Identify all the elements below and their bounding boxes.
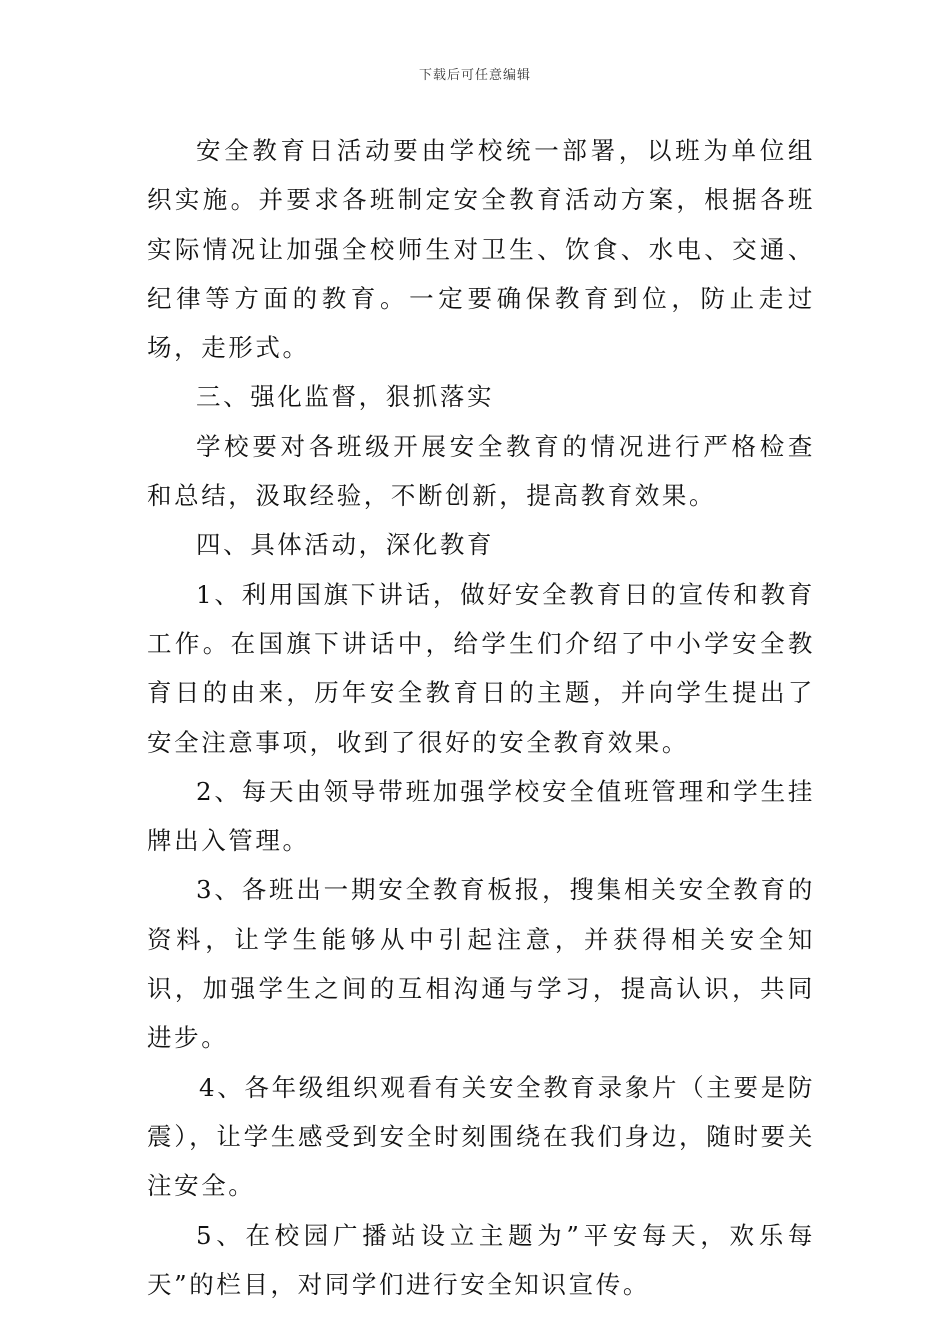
list-item-campus-broadcast: 5、在校园广播站设立主题为”平安每天，欢乐每天”的栏目，对同学们进行安全知识宣传。 (147, 1220, 815, 1299)
list-item-blackboard-report: 3、各班出一期安全教育板报，搜集相关安全教育的资料，让学生能够从中引起注意，并获得相关安全知识，加强学生之间的互相沟通与学习，提高认识，共同进步。 (147, 875, 815, 1053)
list-item-duty-management: 2、每天由领导带班加强学校安全值班管理和学生挂牌出入管理。 (147, 776, 815, 856)
list-item-video-viewing: 4、各年级组织观看有关安全教育录象片（主要是防震），让学生感受到安全时刻围绕在我们身边，随时要关注安全。 (147, 1072, 815, 1201)
page-header-note: 下载后可任意编辑 (418, 68, 531, 83)
paragraph-safety-day-organization: 安全教育日活动要由学校统一部署，以班为单位组织实施。并要求各班制定安全教育活动方案，根据各班实际情况让加强全校师生对卫生、饮食、水电、交通、纪律等方面的教育。一定要确保教育到位，防止走过场，走形式。 (147, 136, 815, 363)
section-heading-supervision: 三、强化监督，狠抓落实 (196, 382, 495, 412)
list-item-flag-speech: 1、利用国旗下讲话，做好安全教育日的宣传和教育工作。在国旗下讲话中，给学生们介绍了中小学安全教育日的由来，历年安全教育日的主题，并向学生提出了安全注意事项，收到了很好的安全教育效果。 (147, 579, 815, 757)
section-heading-activities: 四、具体活动，深化教育 (196, 530, 495, 560)
document-body (147, 126, 815, 1309)
paragraph-inspection-summary: 学校要对各班级开展安全教育的情况进行严格检查和总结，汲取经验，不断创新，提高教育效果。 (147, 431, 815, 511)
